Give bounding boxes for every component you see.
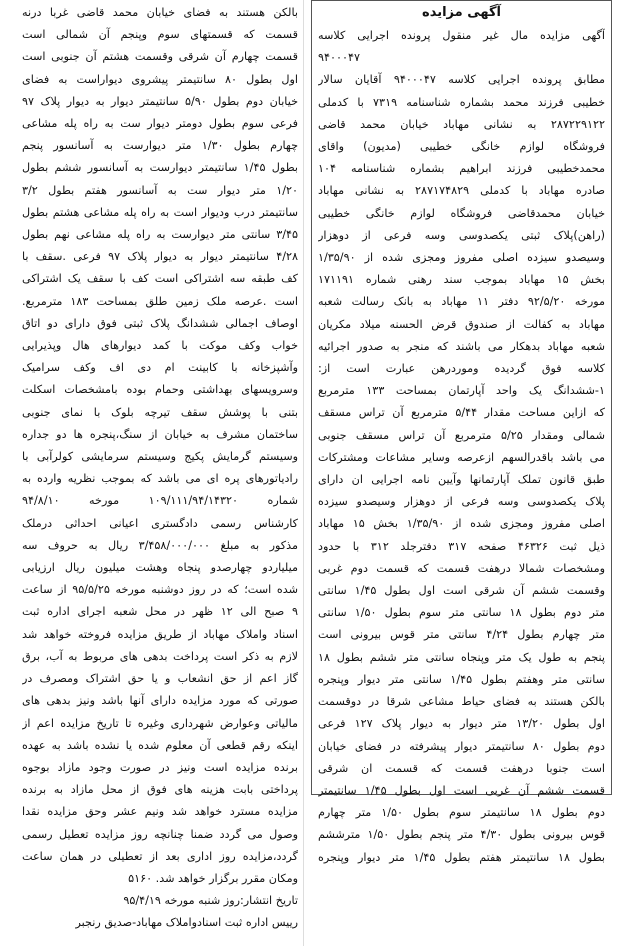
notice-line: بطول ۱/۴۵ سانتیمتر دیوارست به آسانسور ششم بطول	[22, 161, 298, 175]
notice-line: شمالی ومقدار ۵/۲۵ مترمربع آن تراس مسقف جنوبی	[318, 428, 605, 442]
notice-line: دوم بطول ۱۸ سانتیمتر سوم بطول ۱/۵۰ متر چهارم	[318, 806, 605, 820]
notice-line: بطول ۱۸ سانتیمتر هفتم بطول ۱/۴۵ متر دیوار وپنجره	[318, 850, 605, 864]
notice-line: پرداختی بابت هزینه های فوق از محل مازاد به برنده	[22, 783, 298, 797]
notice-line: قوس بیرونی بطول ۴/۳۰ متر پنجم بطول ۱/۵۰ مترششم	[318, 828, 605, 842]
notice-line: اسناد واملاک مهاباد از طریق مزایده فروخته خواهد شد	[22, 627, 298, 641]
notice-line: گردد،مزایده روز اداری بعد از تعطیلی در همان ساعت	[22, 849, 298, 863]
notice-line: آگهی مزایده مال غیر منقول پرونده اجرایی کلاسه	[318, 29, 605, 42]
notice-line: است .عرصه ملک زمین طلق بمساحت ۱۸۳ مترمربع.	[22, 294, 298, 308]
left-column-text	[22, 2, 298, 935]
notice-line: شعبه مهاباد بدهکار می باشند که منجر به صدور اجرائیه	[318, 339, 605, 353]
notice-line: اوصاف اجمالی ششدانگ پلاک ثبتی فوق دارای دو اتاق	[22, 316, 298, 330]
notice-line: کف طبقه سه اشتراکی است کف با سقف یک اشتراکی	[22, 272, 298, 286]
notice-line: رادیاتورهای پره ای می باشد که بموجب نظریه وارده به	[22, 472, 298, 486]
column-divider	[303, 0, 304, 946]
notice-line: مالیاتی وعوارض شهرداری وغیره تا تاریخ مزایده اعم از	[22, 716, 298, 730]
notice-line: خواب وکف موکت با کمد دیوارهای هال وپذیرایی	[22, 339, 298, 353]
notice-line: ۱/۲۰ متر دیوار ست به آسانسور هفتم بطول ۳/۲	[22, 183, 298, 197]
notice-line: خیابان محمدقاضی فروشگاه لوازم خانگی خطیبی	[318, 206, 605, 220]
notice-line: تاریخ انتشار:روز شنبه مورخه ۹۵/۴/۱۹	[123, 894, 298, 908]
notice-line: طبق قانون تملک آپارتمانها وآیین نامه اجرایی ان دارای	[318, 473, 605, 487]
notice-line: ۱-ششدانگ یک واحد آپارتمان بمساحت ۱۳۳ مترمربع	[318, 384, 605, 398]
notice-line: وسیستم گرمایش پکیج وسیستم سرمایشی کولرآبی با	[22, 450, 298, 464]
notice-line: وسرویسهای بهداشتی وحمام بوده بامشخصات اسکلت	[22, 383, 298, 397]
notice-line: ومکان مقرر برگزار خواهد شد. ۵۱۶۰	[128, 871, 298, 885]
notice-line: محمدخطیبی فرزند ابراهیم بشماره شناسنامه ۱۰۴	[318, 162, 605, 176]
notice-line: دوم بطول ۸۰ سانتیمتر دیوار پیشرفته در فضای خیابان	[318, 739, 605, 753]
notice-line: وقسمت ششم آن شرقی است اول بطول ۱/۴۵ سانتی	[318, 584, 605, 598]
notice-line: که ازاین مساحت مقدار ۵/۴۴ مترمربع آن تراس مسقف	[318, 406, 605, 420]
notice-line: خیابان دوم بطول ۵/۹۰ سانتیمتر دیوار به دیوار پلاک ۹۷	[22, 94, 298, 108]
notice-line: است جنوبا درهفت قسمت که قسمت ان شرقی	[318, 761, 605, 775]
notice-line: ۳/۴۵ سانتی متر دیوارست به راه پله مشاعی نهم بطول	[22, 228, 298, 242]
notice-line: اصلی مفروز ومجزی شده از ۱/۳۵/۹۰ بخش ۱۵ مهاباد	[318, 517, 605, 531]
notice-line: متر دوم بطول ۱۸ سانتی متر سوم بطول ۱/۵۰ سانتی	[318, 606, 605, 620]
notice-line: (راهن)پلاک ثبتی یکصدوسی وسه فرعی از دوهزار	[318, 228, 605, 242]
notice-line: سانتیمتر درب ودیوار است به راه پله مشاعی هشتم بطول	[22, 205, 298, 219]
notice-line: سانتی متر وهفتم بطول ۱/۴۵ سانتی متر دیوار وپنجره	[318, 672, 605, 686]
notice-line: فروشگاه لوازم خانگی خطیبی (مدیون) واقای	[318, 140, 605, 154]
notice-line: وآشپزخانه با کابینت ام دی اف وکف سرامیک	[22, 361, 298, 375]
notice-line: وسیصدو سیزده اصلی مفروز ومجزی شده از ۱/۳۵/۹۰	[318, 251, 605, 265]
notice-line: بتنی با پوشش سقف تیرچه بلوک با نمای جنوبی	[22, 405, 298, 419]
notice-line: فرعی سوم بطول دومتر دیوار ست به راه پله مشاعی	[22, 117, 298, 131]
notice-line: لازم به ذکر است پرداخت بدهی های مربوط به آب، برق	[22, 649, 298, 663]
notice-line: ساختمان مشرف به خیابان از سنگ،پنجره ها دو جداره	[22, 427, 298, 441]
notice-line: کارشناس رسمی دادگستری اعیانی احداثی درملک	[22, 516, 298, 530]
notice-line: اینکه رقم قطعی آن معلوم شده یا نشده باشد به عهده	[22, 738, 298, 752]
notice-line: شماره ۱۰۹/۱۱۱/۹۴/۱۴۳۲۰ مورخه ۹۴/۸/۱۰	[22, 494, 298, 508]
notice-line: اول بطول ۸۰ سانتیمتر پیشروی دیواراست به فضای	[22, 72, 298, 86]
notice-left-column	[22, 2, 298, 935]
notice-line: قسمت که قسمتهای سوم وپنجم آن شمالی است	[22, 28, 298, 42]
notice-line: بخش ۱۵ مهاباد بموجب سند رهنی شماره ۱۷۱۱۹۱	[318, 273, 605, 287]
notice-line: اول بطول ۱۳/۲۰ متر دیوار به دیوار پلاک ۱۲۷ فرعی	[318, 717, 605, 731]
notice-line: مزایده مسترد خواهد شد ونیم عشر وحق مزایده نقدا	[22, 805, 298, 819]
notice-line: صورتی که مورد مزایده دارای آنها باشد ونیز بدهی های	[22, 694, 298, 708]
notice-line: خطیبی فرزند محمد بشماره شناسنامه ۷۳۱۹ با کدملی	[318, 95, 605, 109]
notice-line: می باشد باقدرالسهم ازعرصه وسایر مشاعات ومشترکات	[318, 450, 605, 464]
notice-line: صادره مهاباد با کدملی ۲۸۷۱۷۴۸۲۹ به نشانی مهاباد	[318, 184, 605, 198]
notice-line: قسمت ششم آن غربی است اول بطول ۱/۴۵ سانتیمتر	[318, 783, 605, 797]
notice-line: شده است؛ که در روز دوشنبه مورخه ۹۵/۵/۲۵ از ساعت	[22, 583, 298, 597]
notice-line: ومشخصات شمالا درهفت قسمت که قسمت دوم غربی	[318, 561, 605, 575]
notice-line: وصول می گردد ضمنا چنانچه روز مزایده تعطیل رسمی	[22, 827, 298, 841]
notice-line: برنده مزایده است ونیز در صورت وجود مازاد بوجوه	[22, 760, 298, 774]
notice-line: ذیل ثبت ۴۶۳۲۶ صفحه ۳۱۷ دفترجلد ۳۱۲ با حدود	[318, 539, 605, 553]
notice-line: بالکن هستند به فضای خیابان محمد قاضی غربا درنه	[22, 6, 298, 19]
notice-line: ۹ صبح الی ۱۲ ظهر در محل شعبه اجرای اداره ثبت	[22, 605, 298, 619]
notice-title: آگهی مزایده	[422, 5, 501, 20]
notice-line: پنجم به طول یک متر وپنجاه سانتی متر ششم بطول ۱۸	[318, 650, 605, 664]
notice-line: مورخه ۹۲/۵/۲۰ دفتر ۱۱ مهاباد به بانک رسالت شعبه	[318, 295, 605, 309]
notice-line: میلیاردو چهارصدو پنجاه وهشت میلیون ریال ارزیابی	[22, 561, 298, 575]
notice-line: مذکور به مبلغ ۳/۴۵۸/۰۰۰/۰۰۰ ریال به حروف سه	[22, 538, 298, 552]
notice-line: ۹۴۰۰۰۴۷	[318, 51, 361, 65]
notice-line: ۴/۲۸ سانتیمتر دیوار به دیوار پلاک ۹۷ فرعی .سقف با	[22, 250, 298, 264]
notice-line: گاز اعم از حق انشعاب و یا حق اشتراک ومصرف در	[22, 672, 298, 686]
notice-line: مهاباد به کفالت از صندوق قرض الحسنه میلاد مکریان	[318, 317, 605, 331]
notice-line: قسمت چهارم آن شرقی وقسمت هشتم آن جنوبی است	[22, 50, 298, 64]
notice-line: چهارم بطول ۱/۳۰ متر دیوارست به آسانسور پنجم	[22, 139, 298, 153]
notice-line: ۲۸۷۲۲۹۱۲۲ به نشانی مهاباد خیابان محمد قاضی	[318, 117, 605, 131]
notice-line: پلاک یکصدوسی وسه فرعی از دوهزار وسیصدو سیزده	[318, 495, 605, 509]
notice-line: بالکن هستند به فضای حیاط مشاعی شرقا در دوقسمت	[318, 695, 605, 709]
notice-line: متر چهارم بطول ۴/۲۴ سانتی متر قوس بیرونی است	[318, 628, 605, 642]
notice-line: رییس اداره ثبت اسنادواملاک مهاباد-صدیق رنجبر	[75, 916, 298, 930]
notice-line: مطابق پرونده اجرایی کلاسه ۹۴۰۰۰۴۷ آقایان سالار	[318, 73, 605, 87]
notice-line: کلاسه فوق گردیده وموردرهن عبارت است از:	[318, 362, 605, 376]
notice-right-column	[311, 0, 612, 864]
right-column-text	[318, 25, 605, 869]
